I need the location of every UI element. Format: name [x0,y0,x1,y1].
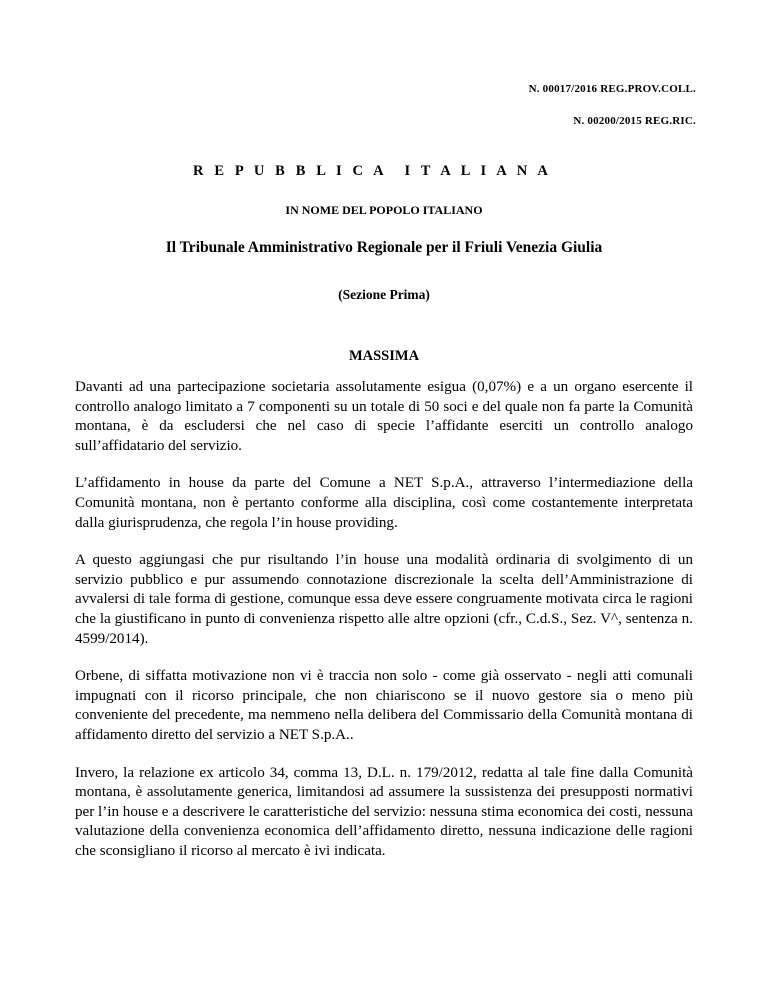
paragraph: Invero, la relazione ex articolo 34, comma 13, D.L. n. 179/2012, redatta al tale fine dalla Comunità montana, è assolutamente generica, limitandosi ad assumere la sussistenza dei presupposti normativi per l’in house e a descrivere le caratteristiche del servizio: nessuna stima economica dei costi, nessuna valutazione della convenienza economica dell’affidamento diretto, nessuna indicazione delle ragioni che sconsigliano il ricorso al mercato è ivi indicata. [75,764,693,859]
prov-coll-number: N. 00017/2016 REG.PROV.COLL. [528,83,696,95]
massima-body [75,378,693,879]
paragraph: A questo aggiungasi che pur risultando l’in house una modalità ordinaria di svolgimento di un servizio pubblico e pur assumendo connotazione discrezionale la scelta dell’Amministrazione di avvalersi di tale forma di gestione, comunque essa deve essere congruamente motivata circa le ragioni che la giustificano in punto di convenienza rispetto alle altre opzioni (cfr., C.d.S., Sez. V^, sentenza n. 4599/2014). [75,552,693,647]
paragraph: L’affidamento in house da parte del Comune a NET S.p.A., attraverso l’intermediazione della Comunità montana, non è pertanto conforme alla disciplina, così come costantemente interpretata dalla giurisprudenza, che regola l’in house providing. [75,475,693,531]
paragraph: Orbene, di siffatta motivazione non vi è traccia non solo - come già osservato - negli atti comunali impugnati con il ricorso principale, che non chiariscono se il nuovo gestore sia o meno più conveniente del precedente, ma nemmeno nella delibera del Commissario della Comunità montana di affidamento diretto del servizio a NET S.p.A.. [75,668,693,743]
republic-heading: R E P U B B L I C A I T A L I A N A [193,163,548,179]
court-name: Il Tribunale Amministrativo Regionale per il Friuli Venezia Giulia [165,239,603,256]
section-name: (Sezione Prima) [338,287,430,302]
massima-heading: MASSIMA [348,348,420,364]
in-nome-heading: IN NOME DEL POPOLO ITALIANO [285,203,483,217]
paragraph: Davanti ad una partecipazione societaria assolutamente esigua (0,07%) e a un organo esercente il controllo analogo limitato a 7 componenti su un totale di 50 soci e del quale non fa parte la Comunità montana, è da escludersi che nel caso di specie l’affidante eserciti un controllo analogo sull’affidatario del servizio. [75,379,693,454]
reg-ric-number: N. 00200/2015 REG.RIC. [573,115,696,127]
